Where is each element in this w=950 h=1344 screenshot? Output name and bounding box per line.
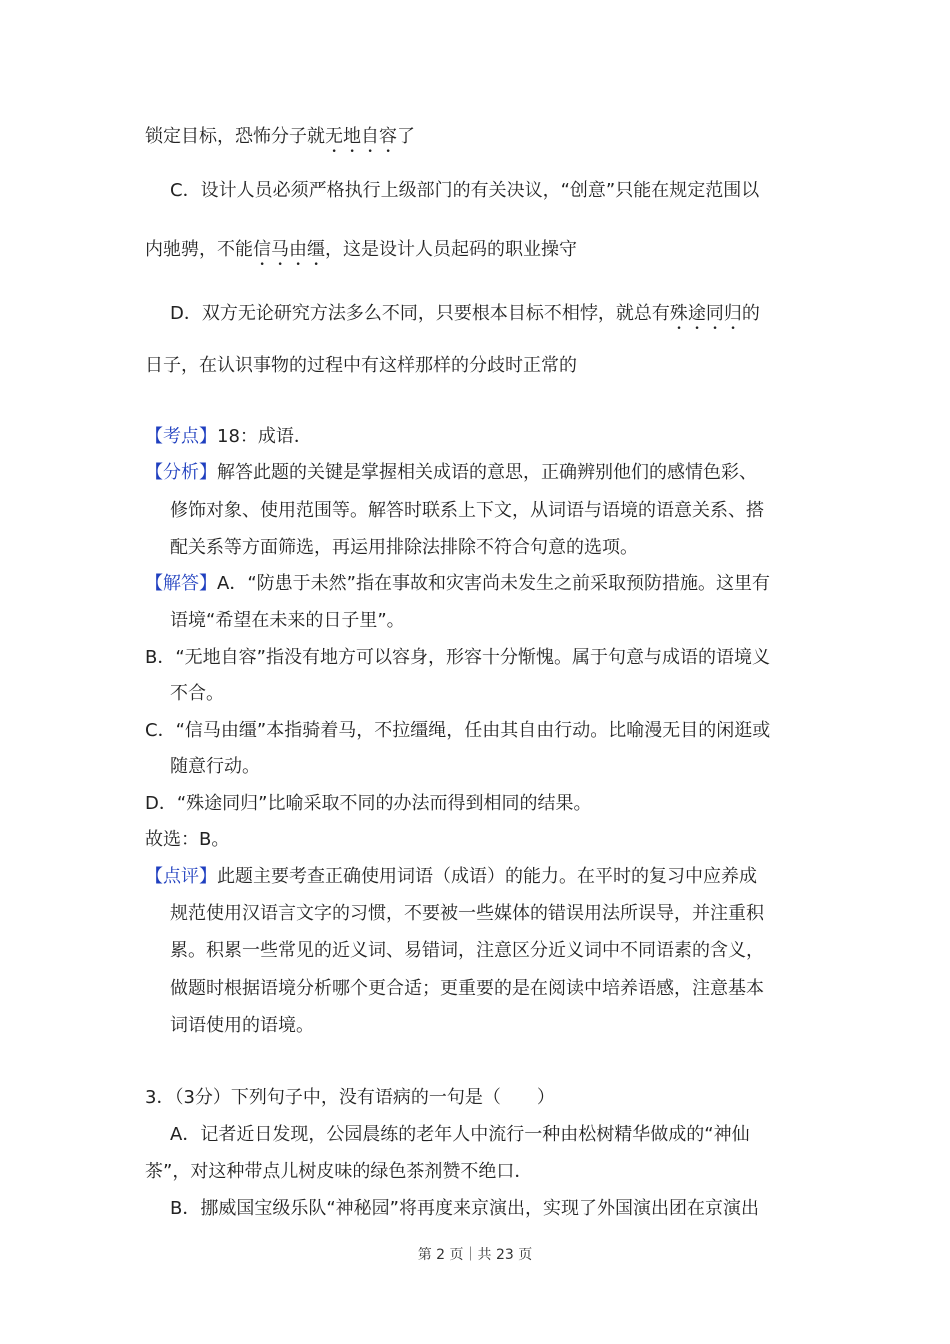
jieda-answer: 故选：B。: [145, 829, 230, 850]
kaodian: [145, 425, 312, 449]
fenxi-line: 配关系等方面筛选，再运用排除法排除不符合句意的选项。: [170, 537, 638, 558]
text: D．双方无论研究方法多么不同，只要根本目标不相悖，就总有: [170, 303, 670, 324]
kaodian-tag: 【考点】: [145, 426, 217, 447]
jieda-tag: 【解答】: [145, 573, 217, 594]
text: A．“防患于未然”指在事故和灾害尚未发生之前采取预防措施。这里有: [217, 573, 770, 594]
question-3-line: 茶”，对这种带点儿树皮味的绿色茶剂赞不绝口．: [145, 1161, 533, 1182]
jieda-line: [145, 572, 770, 596]
emphasized-idiom: 无地自容: [325, 126, 397, 147]
question-3-stem: 3．（3分）下列句子中，没有语病的一句是（ ）: [145, 1087, 555, 1108]
question-3-line: A．记者近日发现，公园晨练的老年人中流行一种由松树精华做成的“神仙: [170, 1124, 750, 1145]
text: 锁定目标，恐怖分子就: [145, 126, 325, 147]
jieda-line: D．“殊途同归”比喻采取不同的办法而得到相同的结果。: [145, 793, 592, 814]
text: ，这是设计人员起码的职业操守: [325, 239, 577, 260]
jieda-line: C．“信马由缰”本指骑着马，不拉缰绳，任由其自由行动。比喻漫无目的闲逛或: [145, 720, 771, 741]
text: 内驰骋，不能: [145, 239, 253, 260]
dianping-line: 词语使用的语境。: [170, 1015, 314, 1036]
page-footer: 第 2 页｜共 23 页: [417, 1247, 533, 1263]
jieda-line: 不合。: [170, 683, 224, 704]
text: 解答此题的关键是掌握相关成语的意思，正确辨别他们的感情色彩、: [217, 462, 757, 483]
kaodian-text: 18：成语．: [217, 426, 312, 447]
text: 此题主要考查正确使用词语（成语）的能力。在平时的复习中应养成: [217, 866, 757, 887]
option-d-line1: [170, 302, 760, 334]
jieda-line: 语境“希望在未来的日子里”。: [170, 610, 405, 631]
dianping-line: 做题时根据语境分析哪个更合适；更重要的是在阅读中培养语感，注意基本: [170, 978, 764, 999]
dianping-line: 累。积累一些常见的近义词、易错词，注意区分近义词中不同语素的含义，: [170, 940, 764, 961]
option-c-line1: C．设计人员必须严格执行上级部门的有关决议，“创意”只能在规定范围以: [170, 180, 760, 201]
dianping-tag: 【点评】: [145, 866, 217, 887]
dianping-line: 规范使用汉语言文字的习惯，不要被一些媒体的错误用法所误导，并注重积: [170, 903, 764, 924]
dianping-line: [145, 865, 757, 889]
fenxi-tag: 【分析】: [145, 462, 217, 483]
jieda-line: B．“无地自容”指没有地方可以容身，形容十分惭愧。属于句意与成语的语境义: [145, 647, 770, 668]
text: 了: [397, 126, 415, 147]
emphasized-idiom: 信马由缰: [253, 239, 325, 260]
emphasized-idiom: 殊途同归: [669, 303, 742, 324]
fenxi-line: 修饰对象、使用范围等。解答时联系上下文，从词语与语境的语意关系、搭: [170, 500, 764, 521]
option-d-line2: 日子，在认识事物的过程中有这样那样的分歧时正常的: [145, 355, 577, 376]
question-3-line: B．挪威国宝级乐队“神秘园”将再度来京演出，实现了外国演出团在京演出: [170, 1198, 759, 1219]
fenxi-line: [145, 461, 757, 485]
option-b-tail: [145, 125, 415, 157]
option-c-line2: [145, 238, 577, 270]
jieda-line: 随意行动。: [170, 756, 260, 777]
text: 的: [741, 303, 760, 324]
